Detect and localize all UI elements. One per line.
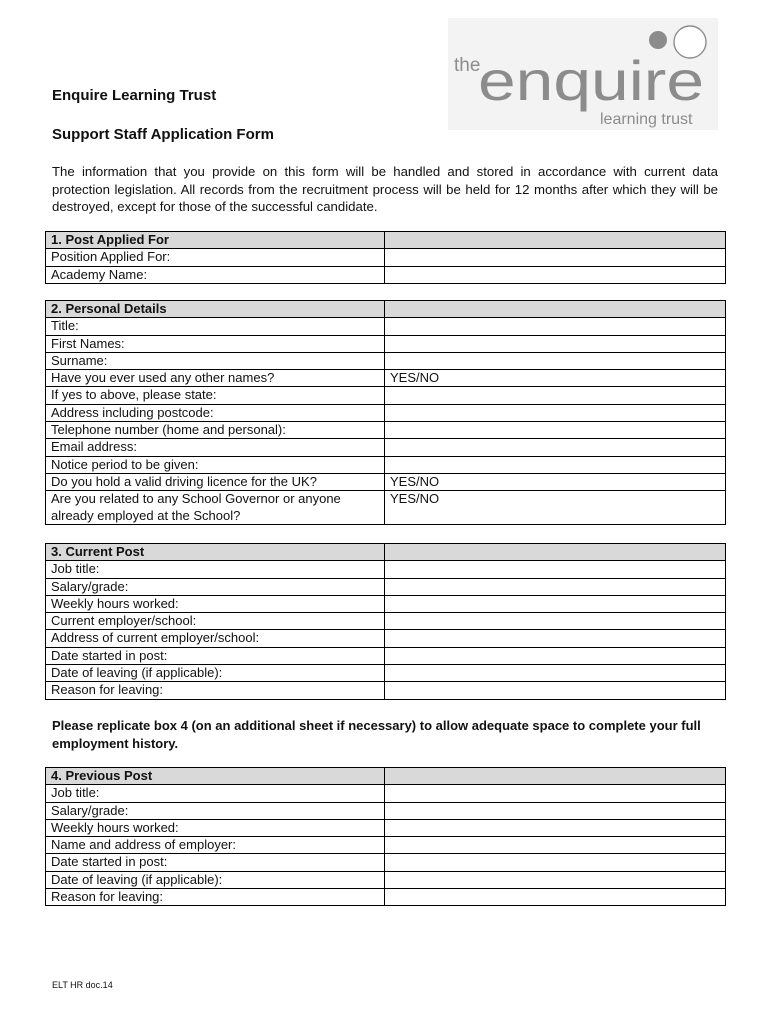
field-label-related-to-governor: Are you related to any School Governor or anyone already employed at the School? (46, 491, 385, 525)
field-input-date-started[interactable] (385, 647, 726, 664)
section-personal-details (45, 300, 726, 525)
table-row (46, 647, 726, 664)
table-row (46, 456, 726, 473)
field-label-weekly-hours: Weekly hours worked: (46, 819, 385, 836)
field-label-reason-for-leaving: Reason for leaving: (46, 682, 385, 699)
logo-graphic (448, 18, 718, 130)
table-row (46, 802, 726, 819)
field-input-email[interactable] (385, 439, 726, 456)
table-row (46, 578, 726, 595)
table-row (46, 387, 726, 404)
logo-text-the: the (454, 55, 481, 76)
table-row (46, 404, 726, 421)
field-label-job-title: Job title: (46, 785, 385, 802)
table-row (46, 682, 726, 699)
data-protection-notice: The information that you provide on this form will be handled and stored in accordance with current data protection legislation. All records from the recruitment process will be held for 12 months after which they will be destroyed, except for those of the successful candidate. (52, 164, 718, 214)
document-reference: ELT HR doc.14 (52, 980, 113, 990)
field-input-date-started[interactable] (385, 854, 726, 871)
field-input-weekly-hours[interactable] (385, 595, 726, 612)
field-label-employer-address: Address of current employer/school: (46, 630, 385, 647)
field-input-notice-period[interactable] (385, 456, 726, 473)
table-row (46, 335, 726, 352)
table-row (46, 370, 726, 387)
table-row (46, 837, 726, 854)
table-row (46, 889, 726, 906)
section-title: 2. Personal Details (46, 301, 385, 318)
form-title: Support Staff Application Form (52, 126, 274, 143)
table-row (46, 785, 726, 802)
field-label-date-of-leaving: Date of leaving (if applicable): (46, 871, 385, 888)
section-header-blank (385, 301, 726, 318)
field-input-reason-for-leaving[interactable] (385, 682, 726, 699)
logo-dot-small (649, 31, 667, 49)
field-label-other-names: Have you ever used any other names? (46, 370, 385, 387)
table-row (46, 439, 726, 456)
table-row (46, 595, 726, 612)
field-input-driving-licence-yes-no[interactable]: YES/NO (385, 473, 726, 490)
section-post-applied-for (45, 231, 726, 284)
table-row (46, 473, 726, 490)
section-header (46, 544, 726, 561)
field-label-email: Email address: (46, 439, 385, 456)
table-row (46, 249, 726, 266)
section-header (46, 301, 726, 318)
replicate-box-note: Please replicate box 4 (on an additional sheet if necessary) to allow adequate space to complete your full employment history. (52, 718, 701, 751)
table-row (46, 422, 726, 439)
organisation-name: Enquire Learning Trust (52, 87, 217, 104)
field-input-weekly-hours[interactable] (385, 819, 726, 836)
section-header (46, 768, 726, 785)
field-input-job-title[interactable] (385, 561, 726, 578)
field-label-first-names: First Names: (46, 335, 385, 352)
section-header-blank (385, 232, 726, 249)
field-label-address: Address including postcode: (46, 404, 385, 421)
field-input-telephone[interactable] (385, 422, 726, 439)
field-input-reason-for-leaving[interactable] (385, 889, 726, 906)
field-label-academy-name: Academy Name: (46, 266, 385, 283)
field-input-employer-address[interactable] (385, 630, 726, 647)
field-label-weekly-hours: Weekly hours worked: (46, 595, 385, 612)
table-row (46, 318, 726, 335)
section-title: 4. Previous Post (46, 768, 385, 785)
table-row (46, 613, 726, 630)
logo-text-enquire: enquire (478, 49, 704, 112)
table-row (46, 352, 726, 369)
field-input-address[interactable] (385, 404, 726, 421)
section-previous-post (45, 767, 726, 906)
field-label-telephone: Telephone number (home and personal): (46, 422, 385, 439)
field-input-surname[interactable] (385, 352, 726, 369)
section-header-blank (385, 768, 726, 785)
field-label-driving-licence: Do you hold a valid driving licence for the UK? (46, 473, 385, 490)
field-input-salary-grade[interactable] (385, 802, 726, 819)
table-row (46, 854, 726, 871)
field-label-position-applied-for: Position Applied For: (46, 249, 385, 266)
field-input-job-title[interactable] (385, 785, 726, 802)
table-row (46, 665, 726, 682)
field-label-other-names-details: If yes to above, please state: (46, 387, 385, 404)
enquire-logo (448, 18, 718, 130)
section-header-blank (385, 544, 726, 561)
field-input-position-applied-for[interactable] (385, 249, 726, 266)
field-label-surname: Surname: (46, 352, 385, 369)
section-title: 3. Current Post (46, 544, 385, 561)
field-label-date-started: Date started in post: (46, 647, 385, 664)
field-label-date-of-leaving: Date of leaving (if applicable): (46, 665, 385, 682)
field-label-employer-name-address: Name and address of employer: (46, 837, 385, 854)
field-input-title[interactable] (385, 318, 726, 335)
field-input-employer-name-address[interactable] (385, 837, 726, 854)
field-label-current-employer: Current employer/school: (46, 613, 385, 630)
table-row (46, 561, 726, 578)
field-input-academy-name[interactable] (385, 266, 726, 283)
field-input-salary-grade[interactable] (385, 578, 726, 595)
table-row (46, 630, 726, 647)
field-label-title: Title: (46, 318, 385, 335)
logo-text-learning-trust: learning trust (600, 111, 693, 128)
field-label-salary-grade: Salary/grade: (46, 802, 385, 819)
field-input-other-names-yes-no[interactable]: YES/NO (385, 370, 726, 387)
field-label-notice-period: Notice period to be given: (46, 456, 385, 473)
field-input-date-of-leaving[interactable] (385, 871, 726, 888)
field-label-date-started: Date started in post: (46, 854, 385, 871)
table-row (46, 871, 726, 888)
field-label-salary-grade: Salary/grade: (46, 578, 385, 595)
field-label-reason-for-leaving: Reason for leaving: (46, 889, 385, 906)
table-row (46, 491, 726, 525)
field-input-first-names[interactable] (385, 335, 726, 352)
section-current-post (45, 543, 726, 700)
field-input-related-to-governor-yes-no[interactable]: YES/NO (385, 491, 726, 525)
table-row (46, 819, 726, 836)
field-input-current-employer[interactable] (385, 613, 726, 630)
field-label-job-title: Job title: (46, 561, 385, 578)
table-row (46, 266, 726, 283)
section-title: 1. Post Applied For (46, 232, 385, 249)
field-input-other-names-details[interactable] (385, 387, 726, 404)
section-header (46, 232, 726, 249)
field-input-date-of-leaving[interactable] (385, 665, 726, 682)
